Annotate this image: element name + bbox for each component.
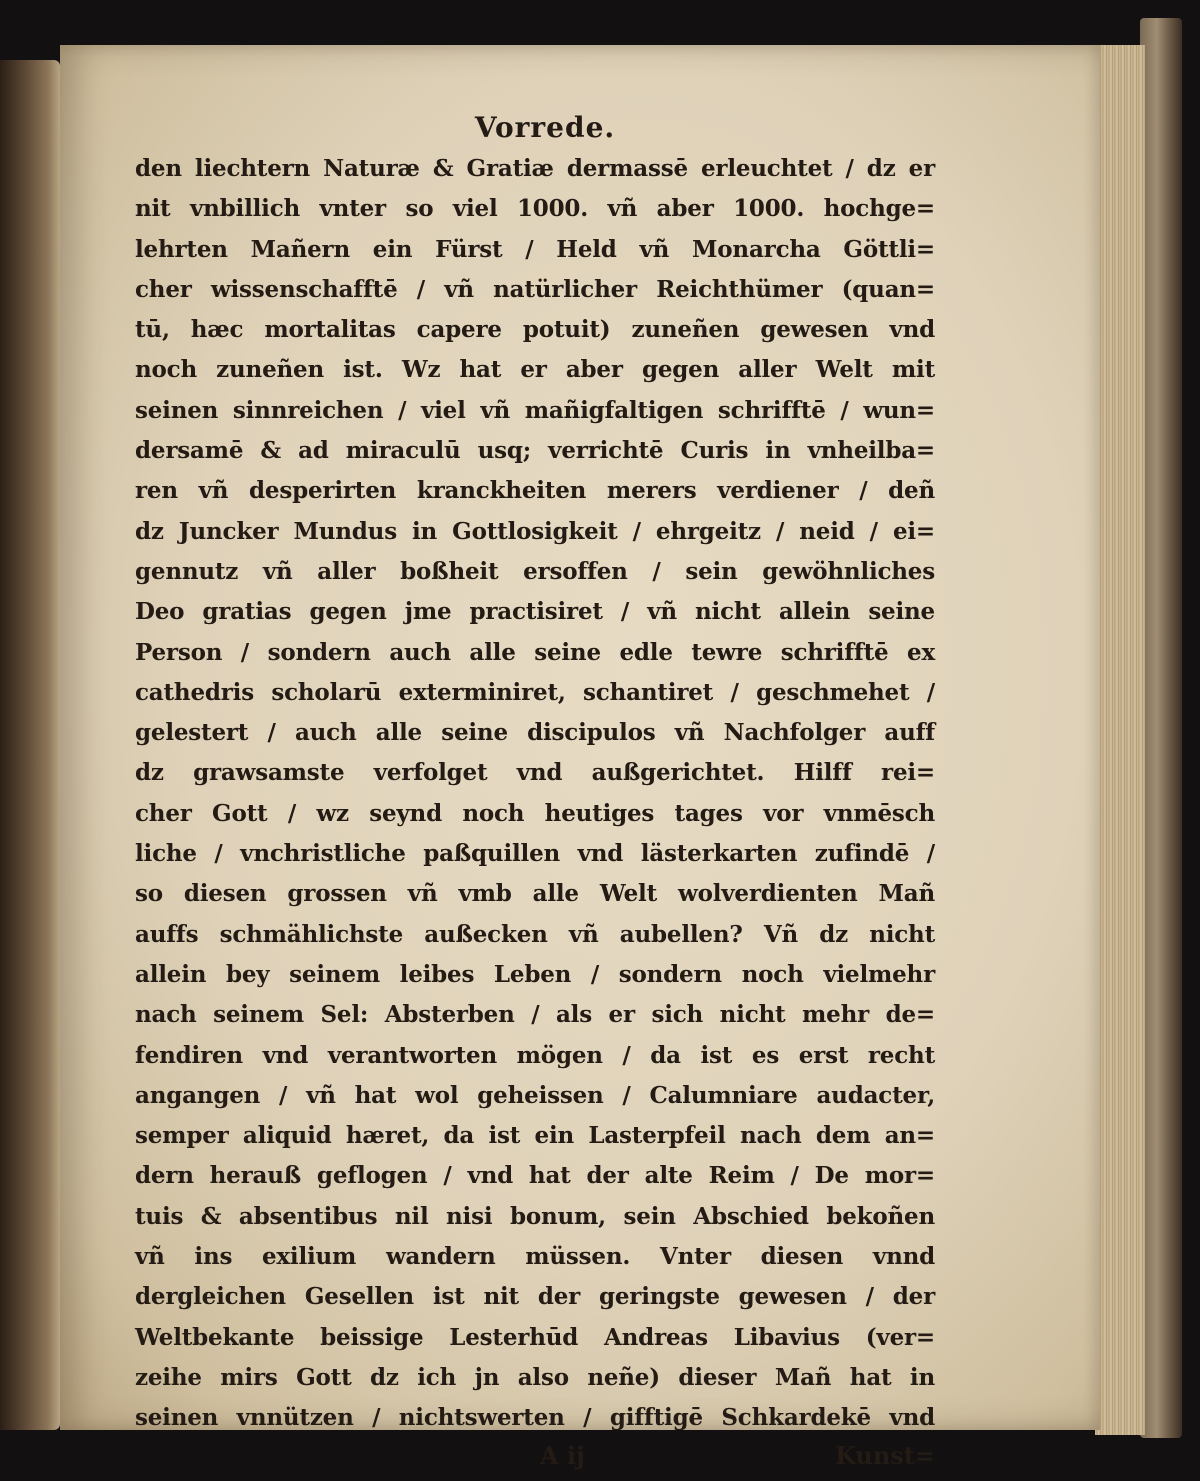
- text-line: tū, hæc mortalitas capere potuit) zuneñen gewesen vnd: [135, 316, 935, 344]
- text-line: dz Juncker Mundus in Gottlosigkeit / ehrgeitz / neid / ei=: [135, 517, 935, 545]
- text-line: so diesen grossen vñ vmb alle Welt wolverdienten Mañ: [135, 880, 935, 908]
- page-text-block: [135, 107, 935, 1481]
- text-line: fendiren vnd verantworten mögen / da ist es erst recht: [135, 1041, 935, 1069]
- text-line: semper aliquid hæret, da ist ein Lasterpfeil nach dem an=: [135, 1122, 935, 1150]
- left-binding: [0, 60, 60, 1430]
- page-fore-edge: [1095, 45, 1145, 1435]
- text-line: dern herauß geflogen / vnd hat der alte Reim / De mor=: [135, 1162, 935, 1190]
- catchword: Kunst=: [835, 1440, 935, 1470]
- text-line: Weltbekante beissige Lesterhūd Andreas Libavius (ver=: [135, 1323, 935, 1351]
- text-line: den liechtern Naturæ & Gratiæ dermassē erleuchtet / dz er: [135, 155, 935, 182]
- signature-mark: A ij: [540, 1440, 585, 1470]
- text-line: tuis & absentibus nil nisi bonum, sein Abschied bekoñen: [135, 1202, 935, 1230]
- text-line: Deo gratias gegen jme practisiret / vñ nicht allein seine: [135, 598, 935, 626]
- text-line: dersamē & ad miraculū usq; verrichtē Curis in vnheilba=: [135, 437, 935, 465]
- text-line: seinen vnnützen / nichtswerten / gifftigē Schkardekē vnd: [135, 1404, 935, 1432]
- page-footer: [135, 1441, 935, 1481]
- text-line: liche / vnchristliche paßquillen vnd lästerkarten zufindē /: [135, 840, 935, 868]
- text-line: noch zuneñen ist. Wz hat er aber gegen aller Welt mit: [135, 356, 935, 384]
- body-text: [135, 149, 935, 1439]
- text-line: seinen sinnreichen / viel vñ mañigfaltigen schrifftē / wun=: [135, 396, 935, 424]
- text-line: lehrten Mañern ein Fürst / Held vñ Monarcha Göttli=: [135, 235, 935, 263]
- text-line: gelestert / auch alle seine discipulos vñ Nachfolger auff: [135, 719, 935, 747]
- text-line: nit vnbillich vnter so viel 1000. vñ aber 1000. hochge=: [135, 195, 935, 223]
- text-line: vñ ins exilium wandern müssen. Vnter diesen vnnd: [135, 1243, 935, 1271]
- text-line: zeihe mirs Gott dz ich jn also neñe) dieser Mañ hat in: [135, 1363, 935, 1391]
- text-line: Person / sondern auch alle seine edle tewre schrifftē ex: [135, 638, 935, 666]
- text-line: nach seinem Sel: Absterben / als er sich nicht mehr de=: [135, 1001, 935, 1029]
- text-line: dergleichen Gesellen ist nit der geringste gewesen / der: [135, 1283, 935, 1311]
- text-line: ren vñ desperirten kranckheiten merers verdiener / deñ: [135, 477, 935, 505]
- book-page: [60, 45, 1100, 1470]
- right-cover-edge: [1140, 18, 1182, 1438]
- text-line: cher wissenschafftē / vñ natürlicher Reichthümer (quan=: [135, 275, 935, 303]
- text-line: angangen / vñ hat wol geheissen / Calumniare audacter,: [135, 1081, 935, 1109]
- text-line: cathedris scholarū exterminiret, schantiret / geschmehet /: [135, 678, 935, 706]
- running-head: Vorrede.: [474, 111, 616, 144]
- text-line: cher Gott / wz seynd noch heutiges tages vor vnmēsch: [135, 799, 935, 827]
- text-line: gennutz vñ aller boßheit ersoffen / sein gewöhnliches: [135, 557, 935, 585]
- text-line: allein bey seinem leibes Leben / sondern noch vielmehr: [135, 960, 935, 988]
- text-line: auffs schmählichste außecken vñ aubellen? Vñ dz nicht: [135, 920, 935, 948]
- text-line: dz grawsamste verfolget vnd außgerichtet. Hilff rei=: [135, 759, 935, 787]
